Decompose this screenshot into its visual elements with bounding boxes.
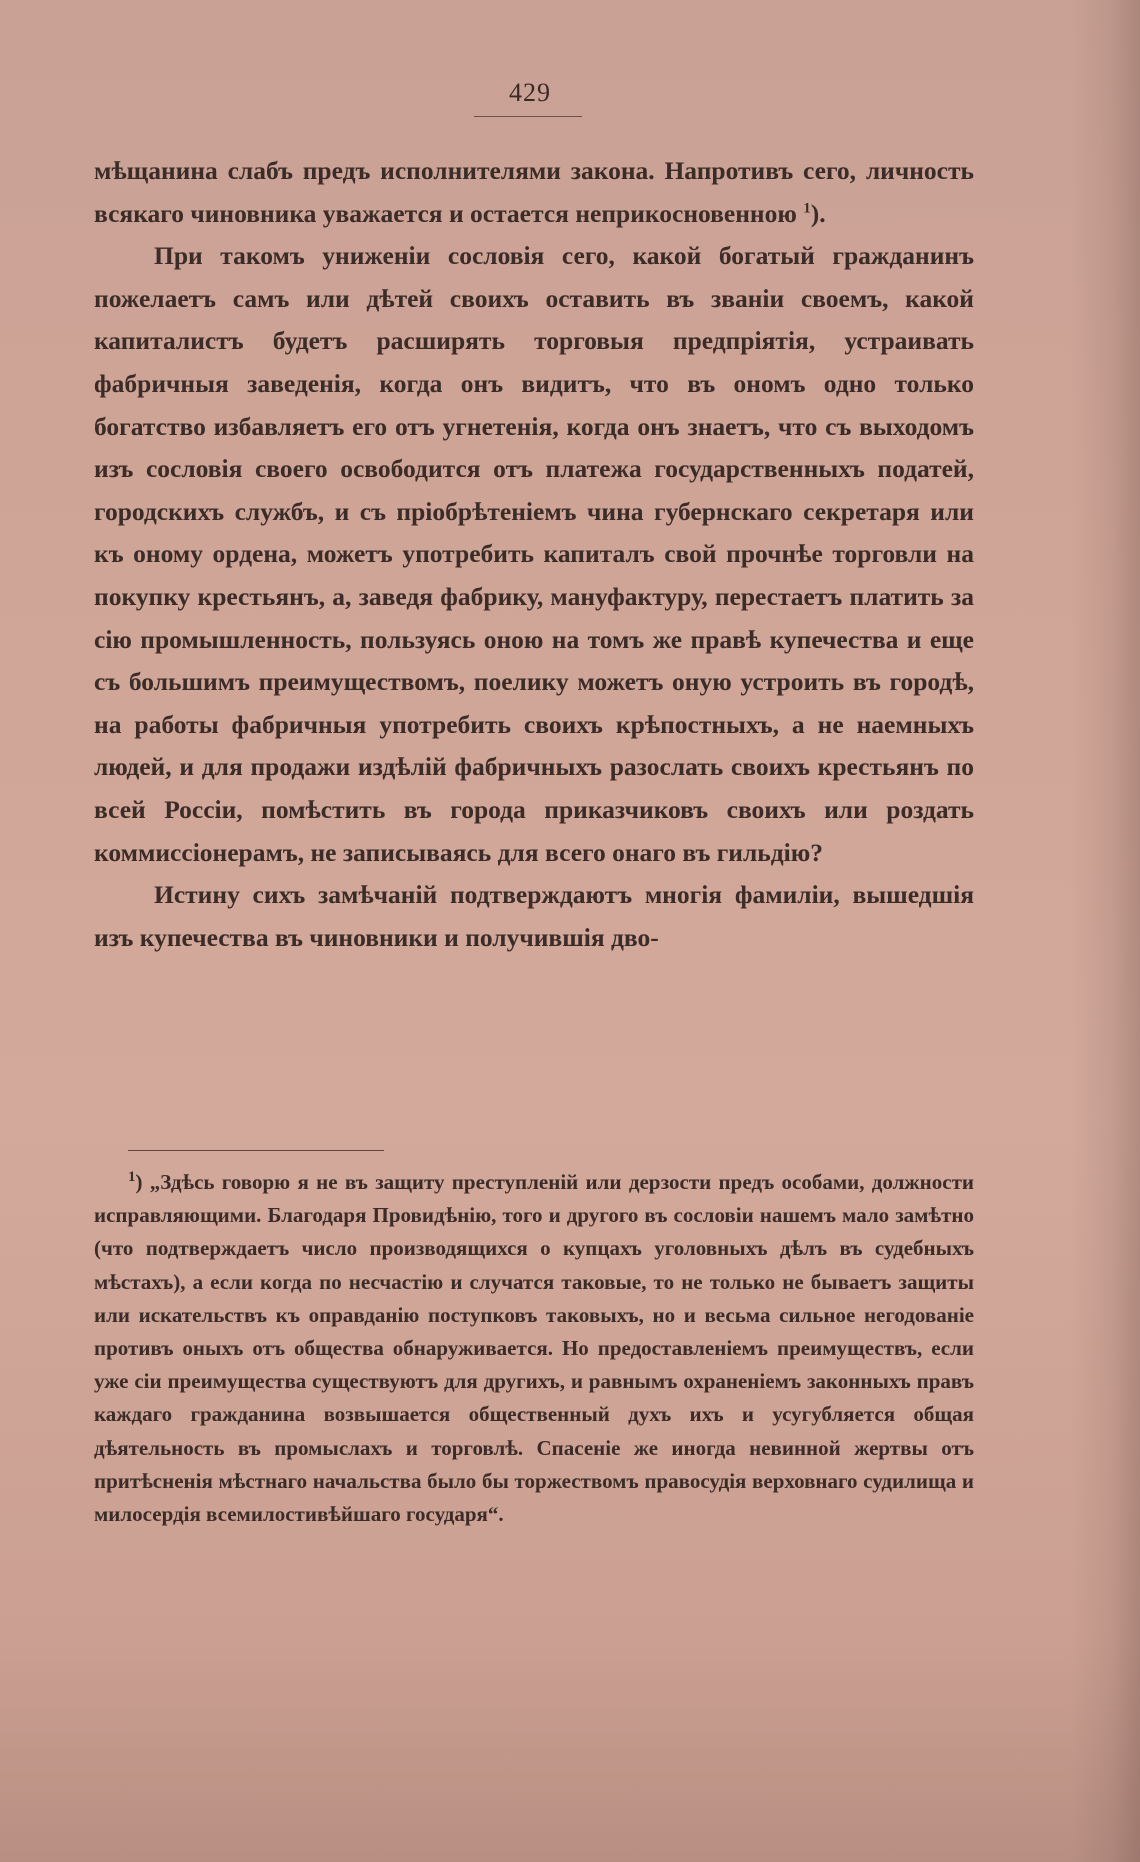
footnote-paragraph (94, 1166, 974, 1531)
page-number: 429 (509, 78, 551, 107)
page-number-rule (474, 116, 582, 117)
page-bottom-shadow (0, 1642, 1140, 1862)
paragraph-1-trail: ). (810, 198, 826, 228)
paragraph-2: При такомъ униженіи сословія сего, какой богатый гражданинъ пожелаетъ самъ или дѣтей своихъ оставить въ званіи своемъ, какой капиталистъ будетъ расширять торговыя предпріятія, устраивать фабричныя заведенія, когда онъ видитъ, что въ ономъ одно только богатство избавляетъ его отъ угнетенія, когда онъ знаетъ, что съ выходомъ изъ сословія своего освободится отъ платежа государственныхъ податей, городскихъ службъ, и съ пріобрѣтеніемъ чина губернскаго секретаря или къ оному ордена, можетъ употребить капиталъ свой прочнѣе торговли на покупку крестьянъ, а, заведя фабрику, мануфактуру, перестаетъ платить за сію промышленность, пользуясь оною на томъ же правѣ купечества и еще съ большимъ преимуществомъ, поелику можетъ оную устроить въ городѣ, на работы фабричныя употребить своихъ крѣпостныхъ, а не наемныхъ людей, и для продажи издѣлій фабричныхъ разослать своихъ крестьянъ по всей Россіи, помѣстить въ города приказчиковъ своихъ или роздать коммиссіонерамъ, не записываясь для всего онаго въ гильдію? (94, 241, 974, 867)
paragraph-1-text: мѣщанина слабъ предъ исполнителями закона. Напротивъ сего, личность всякаго чиновника уважается и остается неприкосновенною (94, 156, 974, 228)
main-text (94, 150, 974, 959)
footnote (94, 1166, 974, 1531)
footnote-text: ) „Здѣсь говорю я не въ защиту преступленій или дерзости предъ особами, должности исправляющими. Благодаря Провидѣнію, того и другого въ сословіи нашемъ мало замѣтно (что подтверждаетъ число производящихся о купцахъ уголовныхъ дѣлъ въ судебныхъ мѣстахъ), а если когда по несчастію и случатся таковые, то не только не бываетъ защиты или искательствъ къ оправданію поступковъ таковыхъ, но и весьма сильное негодованіе противъ оныхъ отъ общества обнаруживается. Но предоставленіемъ преимуществъ, если уже сіи преимущества существуютъ для другихъ, и равнымъ охраненіемъ законныхъ правъ каждаго гражданина возвышается общественный духъ ихъ и усугубляется общая дѣятельность въ промыслахъ и торговлѣ. Спасеніе же иногда невинной жертвы отъ притѣсненія мѣстнаго начальства было бы торжествомъ правосудія верховнаго судилища и милосердія всемилостивѣйшаго государя“. (94, 1170, 974, 1527)
footnote-marker: 1 (128, 1169, 136, 1185)
paragraph-1 (94, 150, 974, 235)
footnote-reference: 1 (803, 200, 811, 217)
paragraph-3: Истину сихъ замѣчаній подтверждаютъ многія фамиліи, вышедшія изъ купечества въ чиновники и получившія дво- (94, 880, 974, 952)
page-edge-shadow (1070, 0, 1140, 1862)
footnote-rule (128, 1150, 384, 1151)
